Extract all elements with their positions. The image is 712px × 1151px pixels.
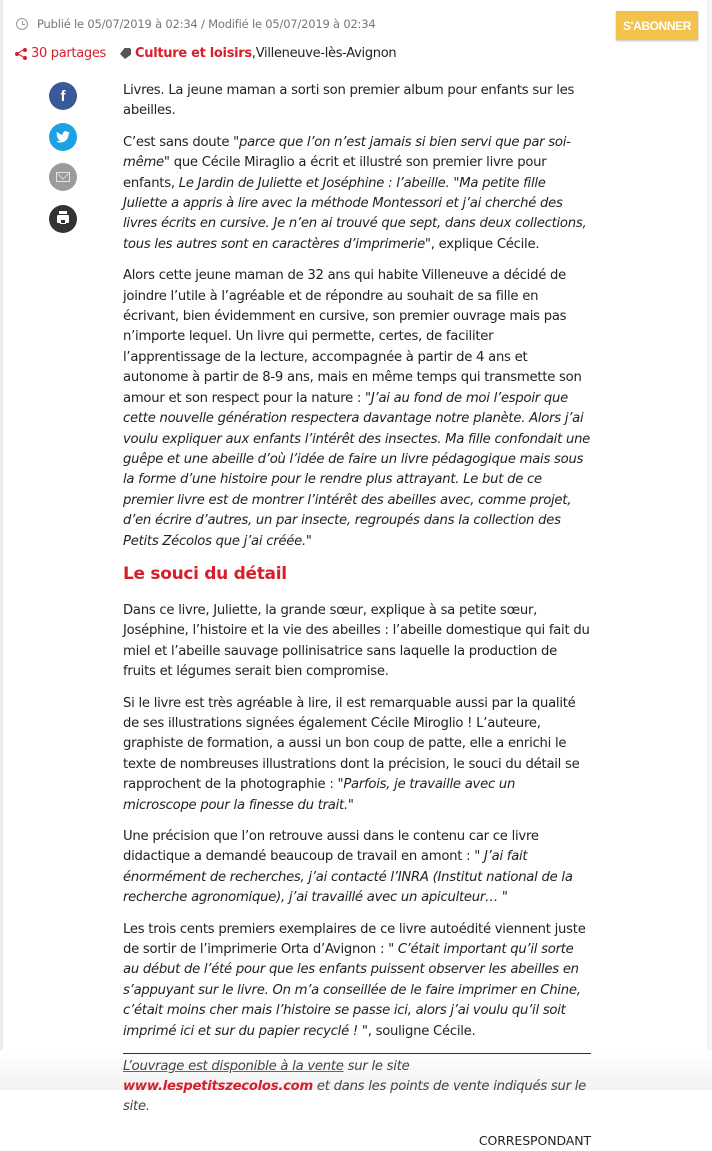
note-text: sur le site — [343, 1059, 410, 1075]
share-count-link[interactable] — [15, 46, 106, 61]
body-text: , souligne Cécile. — [367, 1023, 476, 1039]
location-sep: , — [251, 46, 256, 61]
clock-icon — [16, 18, 28, 30]
paragraph — [123, 920, 591, 1042]
article-body — [123, 81, 591, 1151]
body-text: Si le livre est très agréable à lire, il est remarquable aussi par la qualité de ses illustrations signées également Cécile Miroglio ! L’auteure, graphiste de formation, a aussi un bon coup de patte, elle a enrichi le texte de nombreuses illustrations dont la précision, le souci du détail se rapprochent de la photographie : — [123, 695, 580, 793]
paragraph — [123, 827, 591, 909]
facebook-icon: f — [60, 87, 66, 105]
quote-text: "J’ai au fond de moi l’espoir que cette nouvelle génération respectera davantage notre planète. Alors j’ai voulu expliquer aux enfants l’intérêt des insectes. Ma fille confondait une guêpe et une abeille d’où l’idée de faire un livre pédagogique mais sous la forme d’une histoire pour le rendre plus attrayant. Le but de ce premier livre est de montrer l’intérêt des abeilles avec, comme projet, d’en écrire d’autres, un par insecte, regroupés dans la collection des Petits Zécolos que j’ai créée." — [123, 390, 591, 549]
note-underlined: L’ouvrage est disponible à la vente — [123, 1059, 344, 1075]
body-text: que Cécile Miraglio a écrit et illustré son premier livre pour enfants, — [123, 155, 547, 191]
section-heading: Le souci du détail — [123, 563, 287, 584]
twitter-share-button[interactable] — [49, 123, 77, 151]
quote-text: J’ai fait énormément de recherches, j’ai contacté l’INRA (Institut national de la recherche agronomique), j’ai travaillé avec un apiculteur… " — [123, 849, 573, 906]
paragraph — [123, 694, 591, 816]
website-link[interactable]: www.lespetitszecolos.com — [123, 1079, 313, 1095]
paragraph — [123, 266, 591, 552]
quote-text: "Parfois, je travaille avec un microscope pour la finesse du trait." — [123, 777, 516, 813]
availability-note — [123, 1053, 591, 1117]
publication-date: Publié le 05/07/2019 à 02:34 / Modifié le 05/07/2019 à 02:34 — [37, 17, 376, 31]
email-share-button[interactable] — [49, 163, 77, 191]
share-count-label: 30 partages — [31, 46, 107, 61]
subscribe-button[interactable]: S'ABONNER — [616, 11, 698, 40]
body-text: Dans ce livre, Juliette, la grande sœur, explique à sa petite sœur, Joséphine, l’histoire et la vie des abeilles : l’abeille domestique qui fait du miel et l’abeille sauvage pollinisatrice sans laquelle la production de fruits et légumes serait bien compromise. — [123, 602, 590, 680]
publication-info — [16, 17, 375, 31]
scrollbar-track[interactable] — [707, 0, 712, 1090]
facebook-share-button[interactable] — [49, 82, 77, 110]
body-text: , explique Cécile. — [430, 236, 540, 252]
left-page-edge — [0, 0, 3, 1090]
location-label: Villeneuve-lès-Avignon — [255, 46, 397, 61]
envelope-icon — [56, 172, 70, 182]
quote-text: "parce que l’on n’est jamais si bien servi que par soi-même" — [123, 134, 571, 171]
print-button[interactable] — [49, 205, 77, 233]
paragraph — [123, 601, 591, 683]
body-text: C’est sans doute — [123, 134, 234, 150]
note-text-end: et dans les points de vente indiqués sur le site. — [123, 1079, 587, 1115]
quote-text: " C’était important qu’il sorte au début de l’été pour que les enfants puissent observer les abeilles en s’appuyant sur le livre. On m’a conseillée de le faire imprimer en Chine, c’était moins cher mais l’histoire se passe ici, alors j’ai voulu qu’il soit imprimé ici et sur du papier recyclé ! " — [123, 942, 581, 1039]
paragraph — [123, 133, 591, 255]
body-text: Une précision que l’on retrouve aussi dans le contenu car ce livre didactique a demandé beaucoup de travail en amont : " — [123, 829, 539, 865]
body-text: Alors cette jeune maman de 32 ans qui habite Villeneuve a décidé de joindre l’utile à l’agréable et de répondre au souhait de sa fille en écrivant, bien évidemment en cursive, son premier ouvrage mais pas n’importe lequel. Un livre qui permette, certes, de faciliter l’apprentissage de la lecture, accompagnée à partir de 4 ans et autonome à partir de 8-9 ans, mais en même temps qui transmette son amour et son respect pour la nature : — [123, 268, 582, 406]
article-lead: Livres. La jeune maman a sorti son premier album pour enfants sur les abeilles. — [123, 83, 575, 119]
body-text: Les trois cents premiers exemplaires de ce livre autoédité viennent juste de sortir de l’imprimerie Orta d’Avignon : — [123, 921, 586, 958]
twitter-icon — [56, 131, 70, 143]
article-tags — [15, 46, 396, 61]
printer-icon — [57, 215, 69, 223]
tag-icon — [120, 48, 131, 59]
author-signature: CORRESPONDANT — [478, 1133, 591, 1149]
quote-text: Le Jardin de Juliette et Joséphine : l’abeille. "Ma petite fille Juliette a appris à lire avec la méthode Montessori et j’ai cherché des livres écrits en cursive. Je n’en ai trouvé que sept, dans deux collections, tous les autres sont en caractères d’imprimerie" — [123, 175, 587, 252]
share-icon — [15, 47, 28, 60]
category-link[interactable]: Culture et loisirs — [135, 46, 252, 61]
